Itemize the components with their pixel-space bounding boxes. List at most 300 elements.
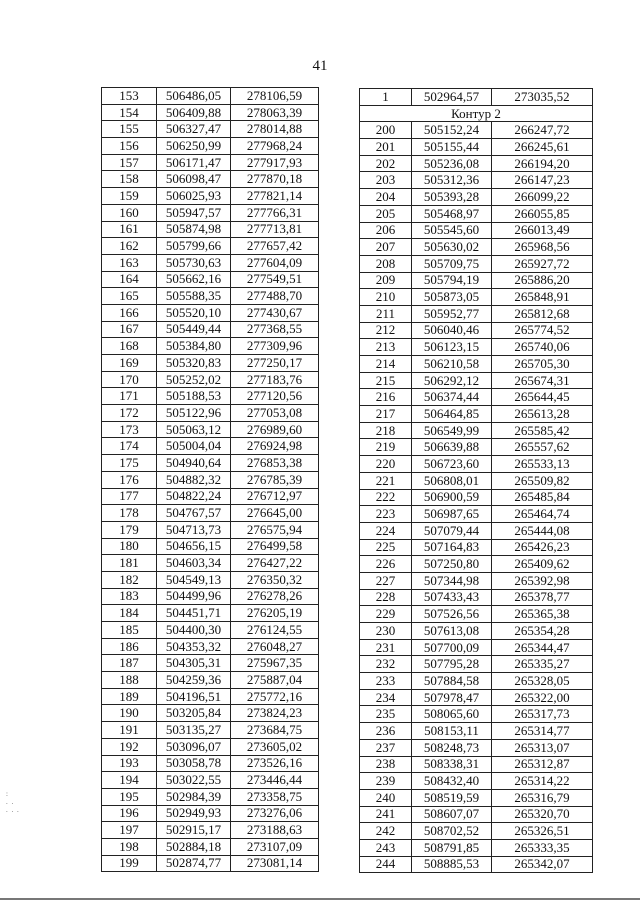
table-row [360,706,593,723]
x-coordinate-cell: 507613,08 [412,623,492,640]
y-coordinate-cell: 276048,27 [231,638,319,655]
coordinates-table-right [359,88,593,873]
x-coordinate-cell: 504656,15 [157,538,231,555]
y-coordinate-cell: 277368,55 [231,321,319,338]
x-coordinate-cell: 505730,63 [157,254,231,271]
point-number-cell: 172 [102,405,157,422]
point-number-cell: 163 [102,254,157,271]
point-number-cell: 210 [360,289,412,306]
table-row [102,288,319,305]
table-row [102,488,319,505]
point-number-cell: 178 [102,505,157,522]
table-row [360,723,593,740]
table-row [360,839,593,856]
y-coordinate-cell: 265613,28 [492,406,593,423]
table-row [102,805,319,822]
y-coordinate-cell: 276853,38 [231,455,319,472]
x-coordinate-cell: 504259,36 [157,672,231,689]
coordinates-table-left [101,87,319,872]
table-row [360,272,593,289]
x-coordinate-cell: 504196,51 [157,688,231,705]
point-number-cell: 158 [102,171,157,188]
point-number-cell: 238 [360,756,412,773]
y-coordinate-cell: 277870,18 [231,171,319,188]
table-row [360,389,593,406]
table-row [360,356,593,373]
point-number-cell: 204 [360,189,412,206]
point-number-cell: 162 [102,238,157,255]
y-coordinate-cell: 277309,96 [231,338,319,355]
x-coordinate-cell: 505588,35 [157,288,231,305]
x-coordinate-cell: 502984,39 [157,788,231,805]
y-coordinate-cell: 265333,35 [492,839,593,856]
y-coordinate-cell: 265378,77 [492,589,593,606]
table-row [102,822,319,839]
y-coordinate-cell: 277766,31 [231,204,319,221]
table-row [360,506,593,523]
y-coordinate-cell: 265740,06 [492,339,593,356]
point-number-cell: 222 [360,489,412,506]
table-row [102,271,319,288]
table-row [360,673,593,690]
y-coordinate-cell: 277968,24 [231,138,319,155]
y-coordinate-cell: 277183,76 [231,371,319,388]
point-number-cell: 235 [360,706,412,723]
point-number-cell: 174 [102,438,157,455]
x-coordinate-cell: 502884,18 [157,838,231,855]
table-row [102,371,319,388]
x-coordinate-cell: 505384,80 [157,338,231,355]
point-number-cell: 244 [360,856,412,873]
table-row [102,104,319,121]
point-number-cell: 177 [102,488,157,505]
table-row [102,555,319,572]
table-row [102,355,319,372]
y-coordinate-cell: 265342,07 [492,856,593,873]
x-coordinate-cell: 506250,99 [157,138,231,155]
point-number-cell: 226 [360,556,412,573]
y-coordinate-cell: 265317,73 [492,706,593,723]
y-coordinate-cell: 265464,74 [492,506,593,523]
y-coordinate-cell: 265314,22 [492,773,593,790]
point-number-cell: 239 [360,773,412,790]
x-coordinate-cell: 504767,57 [157,505,231,522]
table-row [360,606,593,623]
table-row [102,88,319,105]
x-coordinate-cell: 508153,11 [412,723,492,740]
point-number-cell: 182 [102,571,157,588]
point-number-cell: 176 [102,471,157,488]
x-coordinate-cell: 505468,97 [412,205,492,222]
table-row [360,89,593,106]
table-row [360,222,593,239]
x-coordinate-cell: 506549,99 [412,422,492,439]
point-number-cell: 208 [360,255,412,272]
y-coordinate-cell: 265409,62 [492,556,593,573]
y-coordinate-cell: 276785,39 [231,471,319,488]
y-coordinate-cell: 277053,08 [231,405,319,422]
y-coordinate-cell: 277250,17 [231,355,319,372]
point-number-cell: 153 [102,88,157,105]
x-coordinate-cell: 505393,28 [412,189,492,206]
table-row [102,622,319,639]
point-number-cell: 189 [102,688,157,705]
x-coordinate-cell: 504822,24 [157,488,231,505]
point-number-cell: 236 [360,723,412,740]
point-number-cell: 197 [102,822,157,839]
x-coordinate-cell: 503205,84 [157,705,231,722]
y-coordinate-cell: 275967,35 [231,655,319,672]
y-coordinate-cell: 273684,75 [231,722,319,739]
y-coordinate-cell: 276278,26 [231,588,319,605]
table-row [102,588,319,605]
table-row [360,472,593,489]
table-row [102,672,319,689]
table-row [102,471,319,488]
point-number-cell: 180 [102,538,157,555]
y-coordinate-cell: 265322,00 [492,689,593,706]
point-number-cell: 161 [102,221,157,238]
x-coordinate-cell: 507433,43 [412,589,492,606]
y-coordinate-cell: 265392,98 [492,572,593,589]
point-number-cell: 220 [360,456,412,473]
y-coordinate-cell: 277549,51 [231,271,319,288]
y-coordinate-cell: 277713,81 [231,221,319,238]
point-number-cell: 164 [102,271,157,288]
table-row [102,655,319,672]
table-row [102,538,319,555]
point-number-cell: 198 [102,838,157,855]
x-coordinate-cell: 505252,02 [157,371,231,388]
y-coordinate-cell: 278106,59 [231,88,319,105]
point-number-cell: 231 [360,639,412,656]
y-coordinate-cell: 275772,16 [231,688,319,705]
x-coordinate-cell: 508065,60 [412,706,492,723]
table-row [102,171,319,188]
y-coordinate-cell: 265644,45 [492,389,593,406]
y-coordinate-cell: 266099,22 [492,189,593,206]
table-row [102,571,319,588]
x-coordinate-cell: 506098,47 [157,171,231,188]
point-number-cell: 205 [360,205,412,222]
x-coordinate-cell: 504353,32 [157,638,231,655]
x-coordinate-cell: 505312,36 [412,172,492,189]
point-number-cell: 171 [102,388,157,405]
table-row [102,154,319,171]
x-coordinate-cell: 506639,88 [412,439,492,456]
x-coordinate-cell: 506723,60 [412,456,492,473]
y-coordinate-cell: 276499,58 [231,538,319,555]
y-coordinate-cell: 266055,85 [492,205,593,222]
table-row [360,589,593,606]
y-coordinate-cell: 276575,94 [231,521,319,538]
x-coordinate-cell: 505188,53 [157,388,231,405]
point-number-cell: 221 [360,472,412,489]
table-row [102,521,319,538]
y-coordinate-cell: 266245,61 [492,139,593,156]
y-coordinate-cell: 277430,67 [231,304,319,321]
y-coordinate-cell: 265344,47 [492,639,593,656]
point-number-cell: 232 [360,656,412,673]
point-number-cell: 199 [102,855,157,872]
x-coordinate-cell: 508885,53 [412,856,492,873]
point-number-cell: 194 [102,772,157,789]
x-coordinate-cell: 502964,57 [412,89,492,106]
x-coordinate-cell: 507164,83 [412,539,492,556]
x-coordinate-cell: 506040,46 [412,322,492,339]
table-row [102,221,319,238]
point-number-cell: 234 [360,689,412,706]
y-coordinate-cell: 265674,31 [492,372,593,389]
point-number-cell: 1 [360,89,412,106]
point-number-cell: 185 [102,622,157,639]
table-row [360,239,593,256]
point-number-cell: 188 [102,672,157,689]
point-number-cell: 219 [360,439,412,456]
y-coordinate-cell: 276205,19 [231,605,319,622]
table-row [360,789,593,806]
coordinates-table-right-body [360,89,593,873]
table-row [360,656,593,673]
table-row [360,522,593,539]
y-coordinate-cell: 273081,14 [231,855,319,872]
y-coordinate-cell: 265316,79 [492,789,593,806]
table-row [360,806,593,823]
y-coordinate-cell: 273035,52 [492,89,593,106]
point-number-cell: 207 [360,239,412,256]
y-coordinate-cell: 265848,91 [492,289,593,306]
point-number-cell: 173 [102,421,157,438]
table-row [102,638,319,655]
x-coordinate-cell: 506171,47 [157,154,231,171]
table-row [102,755,319,772]
x-coordinate-cell: 505874,98 [157,221,231,238]
point-number-cell: 212 [360,322,412,339]
y-coordinate-cell: 265335,27 [492,656,593,673]
y-coordinate-cell: 277120,56 [231,388,319,405]
table-row [102,688,319,705]
x-coordinate-cell: 504400,30 [157,622,231,639]
point-number-cell: 195 [102,788,157,805]
point-number-cell: 203 [360,172,412,189]
x-coordinate-cell: 505794,19 [412,272,492,289]
point-number-cell: 225 [360,539,412,556]
table-row [102,188,319,205]
section-title: Контур 2 [360,105,593,122]
table-row [102,722,319,739]
point-number-cell: 237 [360,739,412,756]
point-number-cell: 167 [102,321,157,338]
point-number-cell: 228 [360,589,412,606]
y-coordinate-cell: 276989,60 [231,421,319,438]
table-row [360,539,593,556]
point-number-cell: 191 [102,722,157,739]
table-row [102,421,319,438]
page-number: 41 [312,58,328,74]
table-row [102,788,319,805]
x-coordinate-cell: 503022,55 [157,772,231,789]
y-coordinate-cell: 273446,44 [231,772,319,789]
y-coordinate-cell: 265312,87 [492,756,593,773]
table-row [360,322,593,339]
coordinates-table-left-body [102,88,319,872]
y-coordinate-cell: 265585,42 [492,422,593,439]
y-coordinate-cell: 277917,93 [231,154,319,171]
table-row [102,321,319,338]
table-row [102,855,319,872]
x-coordinate-cell: 505004,04 [157,438,231,455]
y-coordinate-cell: 273188,63 [231,822,319,839]
y-coordinate-cell: 265557,62 [492,439,593,456]
x-coordinate-cell: 507079,44 [412,522,492,539]
table-row [102,405,319,422]
y-coordinate-cell: 276124,55 [231,622,319,639]
table-row [360,155,593,172]
x-coordinate-cell: 507344,98 [412,572,492,589]
y-coordinate-cell: 266194,20 [492,155,593,172]
y-coordinate-cell: 273605,02 [231,738,319,755]
point-number-cell: 242 [360,823,412,840]
x-coordinate-cell: 507884,58 [412,673,492,690]
y-coordinate-cell: 277488,70 [231,288,319,305]
table-row [360,305,593,322]
table-row [102,388,319,405]
y-coordinate-cell: 273107,09 [231,838,319,855]
y-coordinate-cell: 266013,49 [492,222,593,239]
x-coordinate-cell: 505630,02 [412,239,492,256]
x-coordinate-cell: 506025,93 [157,188,231,205]
y-coordinate-cell: 265705,30 [492,356,593,373]
x-coordinate-cell: 506327,47 [157,121,231,138]
y-coordinate-cell: 265313,07 [492,739,593,756]
point-number-cell: 159 [102,188,157,205]
x-coordinate-cell: 506900,59 [412,489,492,506]
x-coordinate-cell: 503135,27 [157,722,231,739]
x-coordinate-cell: 508338,31 [412,756,492,773]
x-coordinate-cell: 507526,56 [412,606,492,623]
point-number-cell: 179 [102,521,157,538]
x-coordinate-cell: 506987,65 [412,506,492,523]
table-row [102,204,319,221]
point-number-cell: 233 [360,673,412,690]
table-row [102,438,319,455]
y-coordinate-cell: 273526,16 [231,755,319,772]
y-coordinate-cell: 277657,42 [231,238,319,255]
point-number-cell: 240 [360,789,412,806]
y-coordinate-cell: 265485,84 [492,489,593,506]
point-number-cell: 200 [360,122,412,139]
x-coordinate-cell: 504451,71 [157,605,231,622]
point-number-cell: 215 [360,372,412,389]
y-coordinate-cell: 276712,97 [231,488,319,505]
x-coordinate-cell: 502874,77 [157,855,231,872]
x-coordinate-cell: 502915,17 [157,822,231,839]
point-number-cell: 196 [102,805,157,822]
point-number-cell: 243 [360,839,412,856]
x-coordinate-cell: 505662,16 [157,271,231,288]
point-number-cell: 166 [102,304,157,321]
point-number-cell: 241 [360,806,412,823]
x-coordinate-cell: 505952,77 [412,305,492,322]
y-coordinate-cell: 276350,32 [231,571,319,588]
x-coordinate-cell: 506486,05 [157,88,231,105]
table-row [360,456,593,473]
x-coordinate-cell: 507250,80 [412,556,492,573]
y-coordinate-cell: 265354,28 [492,623,593,640]
x-coordinate-cell: 504603,34 [157,555,231,572]
point-number-cell: 154 [102,104,157,121]
table-row [102,138,319,155]
point-number-cell: 213 [360,339,412,356]
x-coordinate-cell: 507978,47 [412,689,492,706]
y-coordinate-cell: 273824,23 [231,705,319,722]
x-coordinate-cell: 508607,07 [412,806,492,823]
point-number-cell: 193 [102,755,157,772]
x-coordinate-cell: 505947,57 [157,204,231,221]
point-number-cell: 183 [102,588,157,605]
point-number-cell: 190 [102,705,157,722]
table-row [360,856,593,873]
y-coordinate-cell: 276645,00 [231,505,319,522]
point-number-cell: 175 [102,455,157,472]
table-row [360,255,593,272]
x-coordinate-cell: 504940,64 [157,455,231,472]
point-number-cell: 218 [360,422,412,439]
point-number-cell: 206 [360,222,412,239]
y-coordinate-cell: 277604,09 [231,254,319,271]
y-coordinate-cell: 265326,51 [492,823,593,840]
point-number-cell: 216 [360,389,412,406]
y-coordinate-cell: 265812,68 [492,305,593,322]
x-coordinate-cell: 506210,58 [412,356,492,373]
point-number-cell: 192 [102,738,157,755]
x-coordinate-cell: 504713,73 [157,521,231,538]
x-coordinate-cell: 506464,85 [412,406,492,423]
x-coordinate-cell: 505122,96 [157,405,231,422]
point-number-cell: 201 [360,139,412,156]
x-coordinate-cell: 504549,13 [157,571,231,588]
x-coordinate-cell: 508519,59 [412,789,492,806]
point-number-cell: 169 [102,355,157,372]
y-coordinate-cell: 265444,08 [492,522,593,539]
y-coordinate-cell: 266147,23 [492,172,593,189]
point-number-cell: 202 [360,155,412,172]
x-coordinate-cell: 505320,83 [157,355,231,372]
y-coordinate-cell: 265927,72 [492,255,593,272]
x-coordinate-cell: 507795,28 [412,656,492,673]
point-number-cell: 156 [102,138,157,155]
y-coordinate-cell: 276427,22 [231,555,319,572]
table-row [360,773,593,790]
x-coordinate-cell: 505449,44 [157,321,231,338]
table-row [360,422,593,439]
table-row [102,772,319,789]
y-coordinate-cell: 265509,82 [492,472,593,489]
point-number-cell: 170 [102,371,157,388]
x-coordinate-cell: 505799,66 [157,238,231,255]
bottom-scan-edge [0,898,640,900]
point-number-cell: 155 [102,121,157,138]
x-coordinate-cell: 504305,31 [157,655,231,672]
table-row [102,705,319,722]
point-number-cell: 181 [102,555,157,572]
y-coordinate-cell: 277821,14 [231,188,319,205]
table-row [360,122,593,139]
y-coordinate-cell: 278014,88 [231,121,319,138]
x-coordinate-cell: 505873,05 [412,289,492,306]
x-coordinate-cell: 506808,01 [412,472,492,489]
table-row [102,254,319,271]
